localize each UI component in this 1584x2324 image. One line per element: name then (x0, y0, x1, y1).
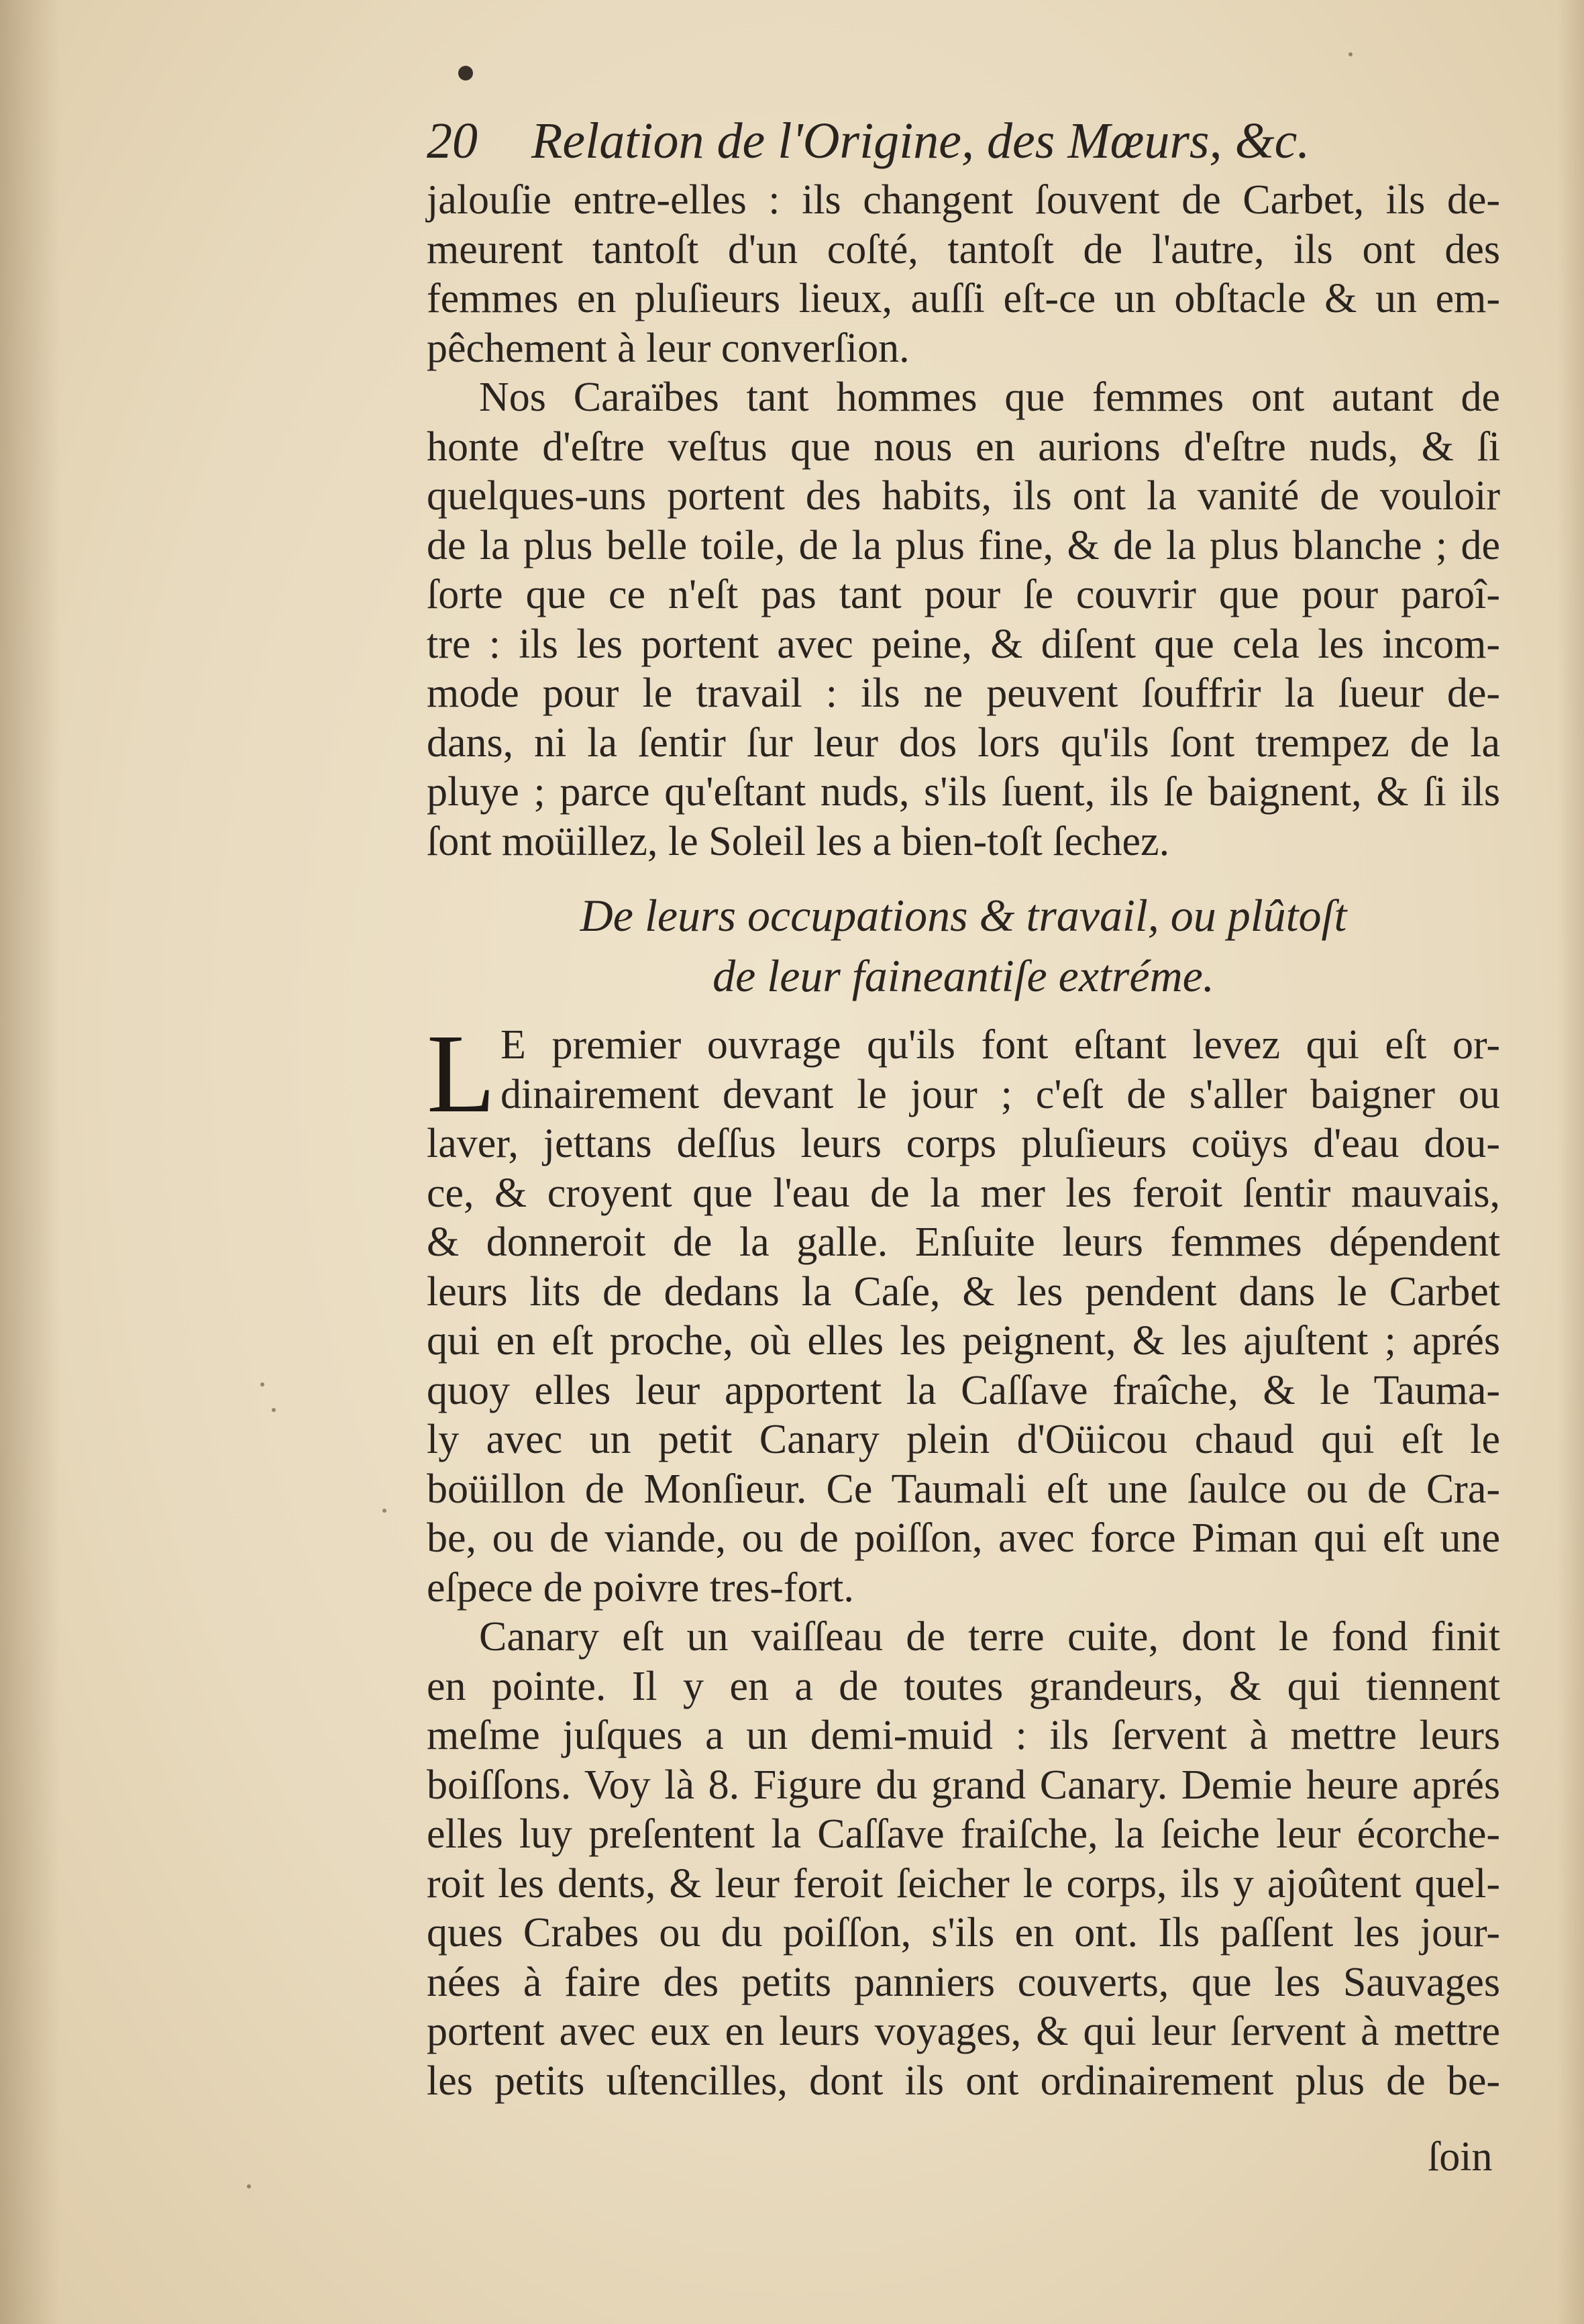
text-line: leurs lits de dedans la Caſe, & les pendent dans le Carbet (427, 1268, 1500, 1315)
paper-speck (272, 1408, 276, 1412)
text-line: dans, ni la ſentir ſur leur dos lors qu'ils ſont trempez de la (427, 719, 1500, 766)
paragraph-continued (427, 176, 1500, 373)
section-heading-line: de leur faineantiſe extréme. (712, 950, 1214, 1001)
text-line: mode pour le travail : ils ne peuvent ſouffrir la ſueur de- (427, 670, 1500, 716)
paper-speck (1349, 52, 1353, 56)
text-line: elles luy preſentent la Caſſave fraiſche, la ſeiche leur écorche- (427, 1811, 1500, 1857)
text-line: ques Crabes ou du poiſſon, s'ils en ont. Ils paſſent les jour- (427, 1910, 1500, 1956)
paper-speck (247, 2184, 251, 2188)
text-line: ly avec un petit Canary plein d'Oüicou chaud qui eſt le (427, 1417, 1500, 1462)
paragraph-caraibes-vetements (427, 373, 1500, 866)
running-head (427, 101, 1400, 181)
text-line: femmes en pluſieurs lieux, auſſi eſt-ce un obſtacle & un em- (427, 276, 1500, 321)
text-line: laver, jettans deſſus leurs corps pluſieurs coüys d'eau dou- (427, 1121, 1500, 1166)
text-line: meſme juſques a un demi-muid : ils ſervent à mettre leurs (427, 1713, 1500, 1758)
text-line: E premier ouvrage qu'ils font eſtant levez qui eſt or- (500, 1022, 1500, 1068)
page-edge-shadow (1557, 0, 1584, 2324)
text-line: nées à faire des petits panniers couverts, que les Sauvages (427, 1959, 1500, 2005)
paper-speck (382, 1509, 386, 1513)
text-line: quoy elles leur apportent la Caſſave fraîche, & le Tauma- (427, 1367, 1500, 1413)
text-line: portent avec eux en leurs voyages, & qui leur ſervent à mettre (427, 2009, 1500, 2054)
paragraph-canary (427, 1613, 1500, 2106)
text-line: meurent tantoſt d'un coſté, tantoſt de l'autre, ils ont des (427, 226, 1500, 272)
text-line: tre : ils les portent avec peine, & diſent que cela les incom- (427, 621, 1500, 667)
text-line: be, ou de viande, ou de poiſſon, avec force Piman qui eſt une (427, 1515, 1500, 1561)
text-line: roit les dents, & leur feroit ſeicher le corps, ils y ajoûtent quel- (427, 1860, 1500, 1907)
text-line: quelques-uns portent des habits, ils ont la vanité de vouloir (427, 473, 1500, 519)
main-text (427, 176, 1500, 2106)
running-title: Relation de l'Origine, des Mœurs, &c. (531, 113, 1310, 169)
text-line: pêchement à leur converſion. (427, 325, 910, 371)
ink-blot (458, 66, 473, 81)
text-line: qui en eſt proche, où elles les peignent, & les ajuſtent ; aprés (427, 1318, 1500, 1364)
text-line: Nos Caraïbes tant hommes que femmes ont autant de (479, 374, 1500, 420)
catchword: ſoin (1428, 2134, 1493, 2180)
drop-cap: L (427, 1011, 496, 1136)
section-heading-line: De leurs occupations & travail, ou plûtoſt (580, 890, 1347, 941)
text-line: les petits uſtencilles, dont ils ont ordinairement plus de be- (427, 2058, 1500, 2104)
text-line: ce, & croyent que l'eau de la mer les feroit ſentir mauvais, (427, 1170, 1500, 1216)
text-line: ſorte que ce n'eſt pas tant pour ſe couvrir que pour paroî- (427, 572, 1500, 617)
text-line: honte d'eſtre veſtus que nous en aurions d'eſtre nuds, & ſi (427, 423, 1500, 470)
paragraph-premier-ouvrage (427, 1011, 1500, 1613)
text-line: & donneroit de la galle. Enſuite leurs femmes dépendent (427, 1219, 1500, 1265)
text-line: eſpece de poivre tres-fort. (427, 1564, 854, 1611)
page-number: 20 (427, 113, 478, 169)
text-line: dinairement devant le jour ; c'eſt de s'aller baigner ou (500, 1071, 1500, 1117)
text-line: Canary eſt un vaiſſeau de terre cuite, dont le fond finit (479, 1614, 1500, 1660)
text-line: boüillon de Monſieur. Ce Taumali eſt une ſaulce ou de Cra- (427, 1466, 1500, 1512)
text-line: boiſſons. Voy là 8. Figure du grand Canary. Demie heure aprés (427, 1762, 1500, 1808)
gutter-shadow (0, 0, 60, 2324)
paper-speck (260, 1382, 264, 1386)
text-line: jalouſie entre-elles : ils changent ſouvent de Carbet, ils de- (427, 177, 1500, 223)
section-heading (427, 885, 1500, 1006)
text-line: ſont moüillez, le Soleil les a bien-toſt ſechez. (427, 818, 1170, 864)
text-line: en pointe. Il y en a de toutes grandeurs, & qui tiennent (427, 1663, 1500, 1709)
text-line: de la plus belle toile, de la plus fine, & de la plus blanche ; de (427, 522, 1500, 568)
text-line: pluye ; parce qu'eſtant nuds, s'ils ſuent, ils ſe baignent, & ſi ils (427, 769, 1500, 815)
